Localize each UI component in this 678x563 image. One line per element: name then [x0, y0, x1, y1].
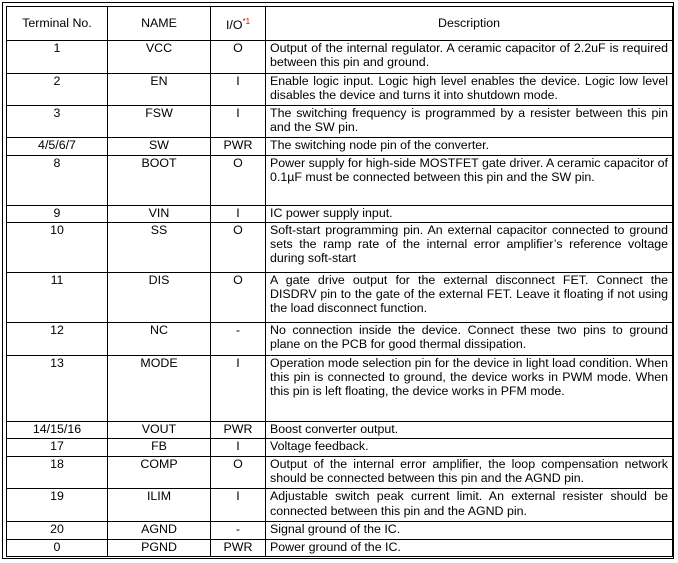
pin-io-type: O	[211, 456, 266, 489]
pin-number: 18	[7, 456, 108, 489]
pin-number: 11	[7, 273, 108, 323]
table-row	[7, 205, 673, 222]
pin-name: DIS	[108, 273, 211, 323]
table-container	[6, 6, 672, 557]
table-row	[7, 522, 673, 539]
pin-number: 12	[7, 323, 108, 356]
header-io	[211, 7, 266, 41]
pin-description: Signal ground of the IC.	[266, 522, 673, 539]
pin-number: 13	[7, 355, 108, 421]
header-name: NAME	[108, 7, 211, 41]
pin-name: COMP	[108, 456, 211, 489]
header-io-label: I/O	[225, 17, 243, 32]
header-row	[7, 7, 673, 41]
pin-description: Output of the internal regulator. A ceramic capacitor of 2.2uF is required between this pin and ground.	[266, 41, 673, 74]
table-row	[7, 273, 673, 323]
pin-description: The switching frequency is programmed by a resister between this pin and the SW pin.	[266, 106, 673, 138]
header-description: Description	[266, 7, 673, 41]
table-row	[7, 422, 673, 439]
header-terminal-no: Terminal No.	[7, 7, 108, 41]
pin-name: SW	[108, 138, 211, 155]
pin-description: Adjustable switch peak current limit. An external resister should be connected between this pin and the AGND pin.	[266, 489, 673, 522]
pin-number: 10	[7, 223, 108, 273]
table-row	[7, 323, 673, 356]
pin-name: PGND	[108, 539, 211, 557]
pin-io-type: -	[211, 323, 266, 356]
pin-name: VCC	[108, 41, 211, 74]
pin-name: SS	[108, 223, 211, 273]
pin-description: A gate drive output for the external disconnect FET. Connect the DISDRV pin to the gate of the external FET. Leave it floating if not using the load disconnect function.	[266, 273, 673, 323]
pin-description: Output of the internal error amplifier, the loop compensation network should be connected between this pin and the AGND pin.	[266, 456, 673, 489]
table-outer-border	[2, 2, 674, 559]
pin-description-table	[6, 6, 673, 557]
pin-io-type: PWR	[211, 138, 266, 155]
pin-name: EN	[108, 73, 211, 106]
pin-name: ILIM	[108, 489, 211, 522]
pin-description: Boost converter output.	[266, 422, 673, 439]
pin-description: Soft-start programming pin. An external capacitor connected to ground sets the ramp rate of the internal error amplifier’s reference voltage during soft-start	[266, 223, 673, 273]
table-row	[7, 223, 673, 273]
pin-io-type: I	[211, 205, 266, 222]
pin-io-type: PWR	[211, 539, 266, 557]
pin-name: FSW	[108, 106, 211, 138]
table-row	[7, 41, 673, 74]
pin-name: MODE	[108, 355, 211, 421]
pin-name: VOUT	[108, 422, 211, 439]
pin-description: The switching node pin of the converter.	[266, 138, 673, 155]
pin-description: Power supply for high-side MOSTFET gate driver. A ceramic capacitor of 0.1µF must be connected between this pin and the SW pin.	[266, 155, 673, 205]
pin-io-type: O	[211, 223, 266, 273]
table-row	[7, 73, 673, 106]
pin-number: 20	[7, 522, 108, 539]
table-row	[7, 155, 673, 205]
pin-io-type: I	[211, 355, 266, 421]
pin-description: Voltage feedback.	[266, 439, 673, 456]
pin-number: 1	[7, 41, 108, 74]
pin-name: NC	[108, 323, 211, 356]
table-row	[7, 456, 673, 489]
pin-number: 0	[7, 539, 108, 557]
header-io-footnote: *1	[242, 16, 251, 26]
pin-number: 2	[7, 73, 108, 106]
pin-io-type: O	[211, 273, 266, 323]
pin-number: 14/15/16	[7, 422, 108, 439]
pin-description: IC power supply input.	[266, 205, 673, 222]
pin-io-type: PWR	[211, 422, 266, 439]
pin-number: 17	[7, 439, 108, 456]
table-row	[7, 138, 673, 155]
pin-io-type: O	[211, 155, 266, 205]
pin-number: 9	[7, 205, 108, 222]
pin-name: VIN	[108, 205, 211, 222]
pin-io-type: O	[211, 41, 266, 74]
table-row	[7, 439, 673, 456]
pin-name: BOOT	[108, 155, 211, 205]
pin-number: 19	[7, 489, 108, 522]
pin-description: Operation mode selection pin for the device in light load condition. When this pin is connected to ground, the device works in PWM mode. When this pin is left floating, the device works in PFM mode.	[266, 355, 673, 421]
pin-description: Power ground of the IC.	[266, 539, 673, 557]
pin-description: No connection inside the device. Connect these two pins to ground plane on the PCB for good thermal dissipation.	[266, 323, 673, 356]
pin-description: Enable logic input. Logic high level enables the device. Logic low level disables the device and turns it into shutdown mode.	[266, 73, 673, 106]
pin-number: 8	[7, 155, 108, 205]
pin-name: FB	[108, 439, 211, 456]
pin-number: 3	[7, 106, 108, 138]
pin-number: 4/5/6/7	[7, 138, 108, 155]
table-row	[7, 355, 673, 421]
table-row	[7, 106, 673, 138]
pin-io-type: I	[211, 489, 266, 522]
table-row	[7, 489, 673, 522]
pin-io-type: I	[211, 106, 266, 138]
pin-name: AGND	[108, 522, 211, 539]
table-row	[7, 539, 673, 557]
pin-io-type: I	[211, 73, 266, 106]
pin-io-type: -	[211, 522, 266, 539]
pin-io-type: I	[211, 439, 266, 456]
